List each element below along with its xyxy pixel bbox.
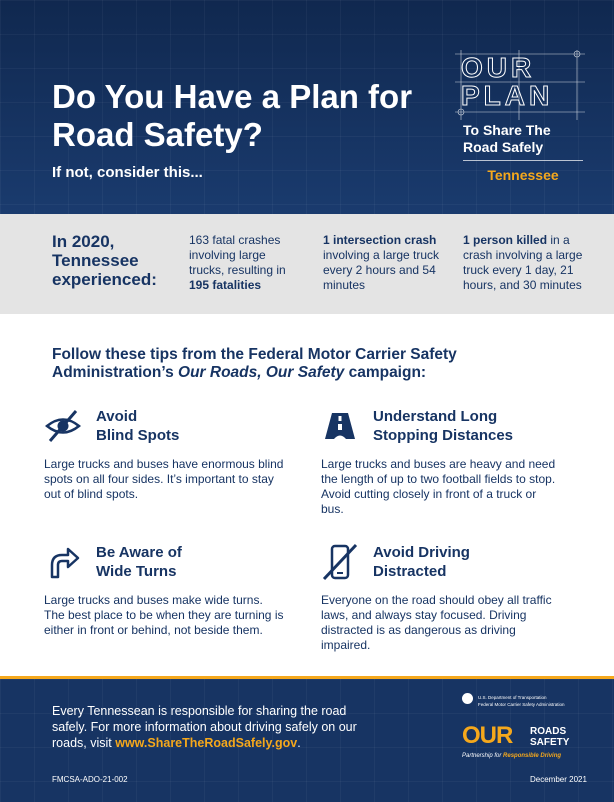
- tip-title: [373, 407, 513, 445]
- ors-our-text: OUR: [462, 722, 513, 749]
- stat-person-killed-bold: 1 person killed: [463, 233, 548, 247]
- ors-tagline-highlight: Responsible Driving: [503, 753, 562, 759]
- ors-tagline-before: Partnership for: [462, 753, 504, 759]
- tip-title-line1: Avoid: [96, 408, 138, 425]
- tip-text: Large trucks and buses are heavy and need the length of up to two football fields to stop. Avoid cutting closely in front of a truck or bus.: [321, 457, 556, 516]
- our-roads-our-safety-logo: [462, 723, 592, 773]
- logo-share-text: To Share The: [463, 122, 551, 138]
- stat-person-killed-text: in a crash involving a large truck every 1 day, 21 hours, and 30 minutes: [463, 233, 583, 292]
- tip-title-line2: Distracted: [373, 563, 447, 580]
- page-title: Do You Have a Plan for Road Safety?: [52, 78, 413, 153]
- ors-safety-text: SAFETY: [530, 737, 570, 748]
- tip-title-line1: Be Aware of: [96, 544, 182, 561]
- logo-our-text: OUR: [461, 52, 536, 83]
- usdot-line1: U.S. Department of Transportation: [478, 695, 547, 700]
- ors-roads-text: ROADS: [530, 726, 567, 737]
- campaign-name: Our Roads, Our Safety: [178, 364, 345, 381]
- tip-title: [373, 543, 470, 581]
- our-plan-logo: [455, 50, 585, 190]
- footer-link-suffix: .: [297, 736, 301, 750]
- tips-intro-before: Follow these tips from the Federal Motor Carrier Safety Administration’s: [52, 346, 457, 381]
- footer-text-body: Every Tennessean is responsible for sharing the road safely. For more information about driving safely on our roads, visit: [52, 704, 357, 750]
- logo-state-name: Tennessee: [487, 167, 559, 183]
- stat-fatal-crashes-bold: 195 fatalities: [189, 278, 262, 292]
- tip-text: Large trucks and buses have enormous blind spots on all four sides. It’s important to stay out of blind spots.: [44, 457, 284, 501]
- tip-text: Everyone on the road should obey all traffic laws, and always stay focused. Driving distracted is as dangerous as driving impaired.: [321, 593, 552, 652]
- stat-fatal-crashes: [189, 233, 304, 293]
- tip-title-line1: Understand Long: [373, 408, 498, 425]
- document-code: FMCSA-ADO-21-002: [52, 775, 128, 784]
- footer-text: [52, 703, 362, 751]
- turn-arrow-icon: [44, 543, 82, 581]
- stat-person-killed: [463, 233, 593, 293]
- tip-text: Large trucks and buses make wide turns. The best place to be when they are turning is either in front or behind, not beside them.: [44, 593, 284, 637]
- tip-title-line2: Stopping Distances: [373, 427, 514, 444]
- tip-title: [96, 407, 179, 445]
- eye-slash-icon: [44, 407, 82, 445]
- tips-intro: [52, 346, 562, 382]
- usdot-seal-icon: [462, 693, 473, 704]
- tip-title-line2: Wide Turns: [96, 563, 177, 580]
- publish-date: December 2021: [530, 775, 587, 784]
- usdot-line2: Federal Motor Carrier Safety Administration: [478, 702, 565, 707]
- website-link[interactable]: www.ShareTheRoadSafely.gov: [115, 736, 298, 750]
- tips-intro-after: campaign:: [344, 364, 427, 381]
- ors-tagline: [462, 753, 561, 759]
- stat-intersection-crash-text: involving a large truck every 2 hours and 54 minutes: [323, 248, 440, 292]
- logo-divider: [463, 160, 583, 161]
- stats-label: In 2020, Tennessee experienced:: [52, 232, 157, 289]
- stats-band: [0, 214, 614, 314]
- header-banner: [0, 0, 614, 214]
- logo-road-text: Road Safely: [463, 139, 544, 155]
- stat-intersection-crash: [323, 233, 448, 293]
- tip-title-line1: Avoid Driving: [373, 544, 470, 561]
- stat-intersection-crash-bold: 1 intersection crash: [323, 233, 437, 247]
- tip-title-line2: Blind Spots: [96, 427, 180, 444]
- no-phone-icon: [321, 543, 359, 581]
- road-icon: [321, 407, 359, 445]
- footer: [0, 679, 614, 802]
- usdot-logo: [462, 693, 582, 723]
- tip-title: [96, 543, 182, 581]
- page-subtitle: If not, consider this...: [52, 164, 203, 181]
- logo-plan-text: PLAN: [461, 80, 554, 111]
- stat-fatal-crashes-text: 163 fatal crashes involving large trucks, resulting in: [189, 233, 286, 277]
